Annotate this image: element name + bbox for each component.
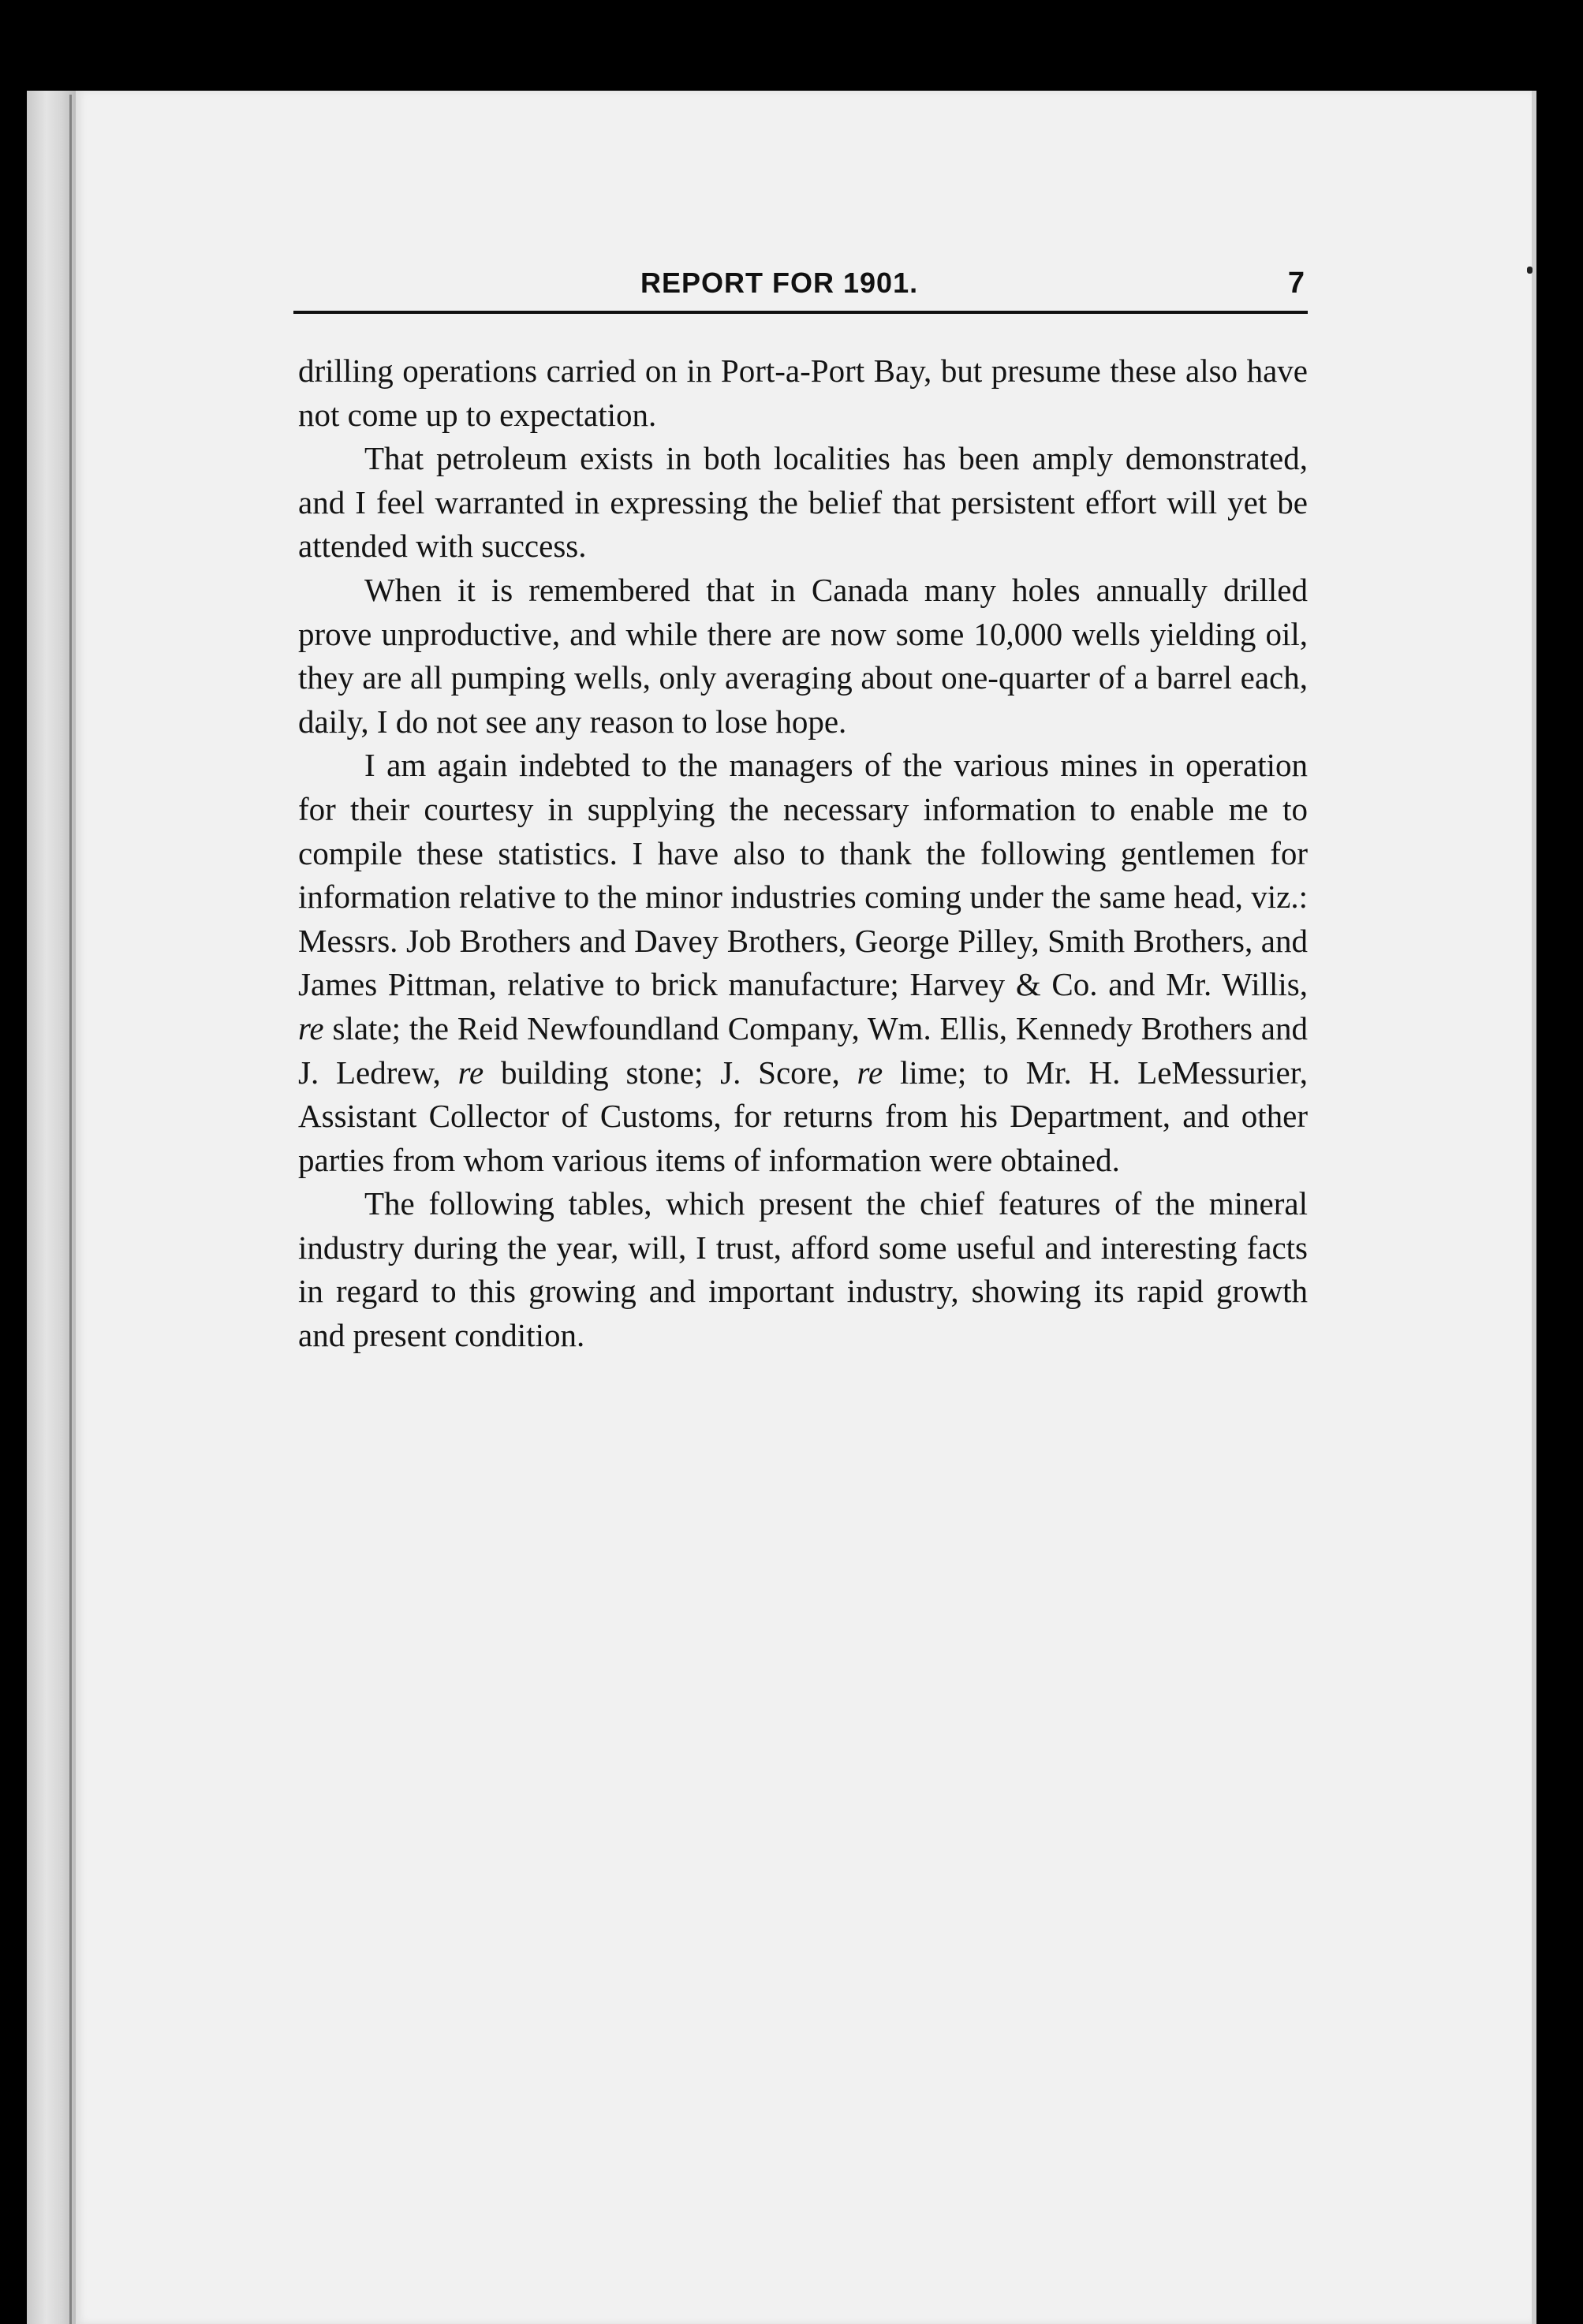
body-text [298, 349, 1308, 1358]
spine-binding-line [69, 95, 72, 2324]
re-italic: re [457, 1054, 484, 1091]
re-italic: re [857, 1054, 883, 1091]
page-number: 7 [1287, 267, 1305, 300]
paragraph-continuation: drilling operations carried on in Port-a-Port Bay, but presume these also have not come up to expectation. [298, 353, 1308, 433]
acknowledgements-text-1: I am again indebted to the managers of the various mines in operation for their courtesy in supplying the necessary information to enable me to compile these statistics. I have also to thank the following gentlemen for information relative to the minor industries coming under the same head, viz.: Messrs. Job Brothers and Davey Brothers, George Pilley, Smith Brothers, and James Pittman, relative to brick manufacture; Harvey & Co. and Mr. Willis, [298, 747, 1308, 1003]
acknowledgements-text-3: building stone; J. Score, [483, 1054, 857, 1091]
header-title: REPORT FOR 1901. [640, 267, 919, 299]
paragraph-acknowledgements [298, 744, 1308, 1182]
acknowledgements-text-2: slate; the Reid Newfoundland Company, Wm. Ellis, Kennedy Brothers and J. Ledrew, [298, 1009, 1308, 1091]
paragraph-canada: When it is remembered that in Canada many holes annually drilled prove unproductive, and while there are now some 10,000 wells yielding oil, they are all pumping wells, only averaging about one-quarter of a barrel each, daily, I do not see any reason to lose hope. [298, 571, 1308, 740]
page-right-edge [1532, 91, 1536, 2324]
paragraph-petroleum: That petroleum exists in both localities has been amply demonstrated, and I feel warranted in expressing the belief that persistent effort will yet be attended with success. [298, 440, 1308, 565]
book-spine [27, 91, 76, 2324]
paragraph-tables: The following tables, which present the chief features of the mineral industry during the year, will, I trust, afford some useful and interesting facts in regard to this growing and important industry, showing its rapid growth and present condition. [298, 1185, 1308, 1354]
running-header [293, 267, 1308, 314]
scan-speck [1527, 267, 1533, 274]
header-rule [293, 311, 1308, 314]
re-italic: re [298, 1009, 324, 1046]
acknowledgements-text-4: lime; to Mr. H. LeMessurier, Assistant Collector of Customs, for returns from his Department, and other parties from whom various items of information were obtained. [298, 1054, 1308, 1178]
scan-left-border [0, 0, 27, 2324]
